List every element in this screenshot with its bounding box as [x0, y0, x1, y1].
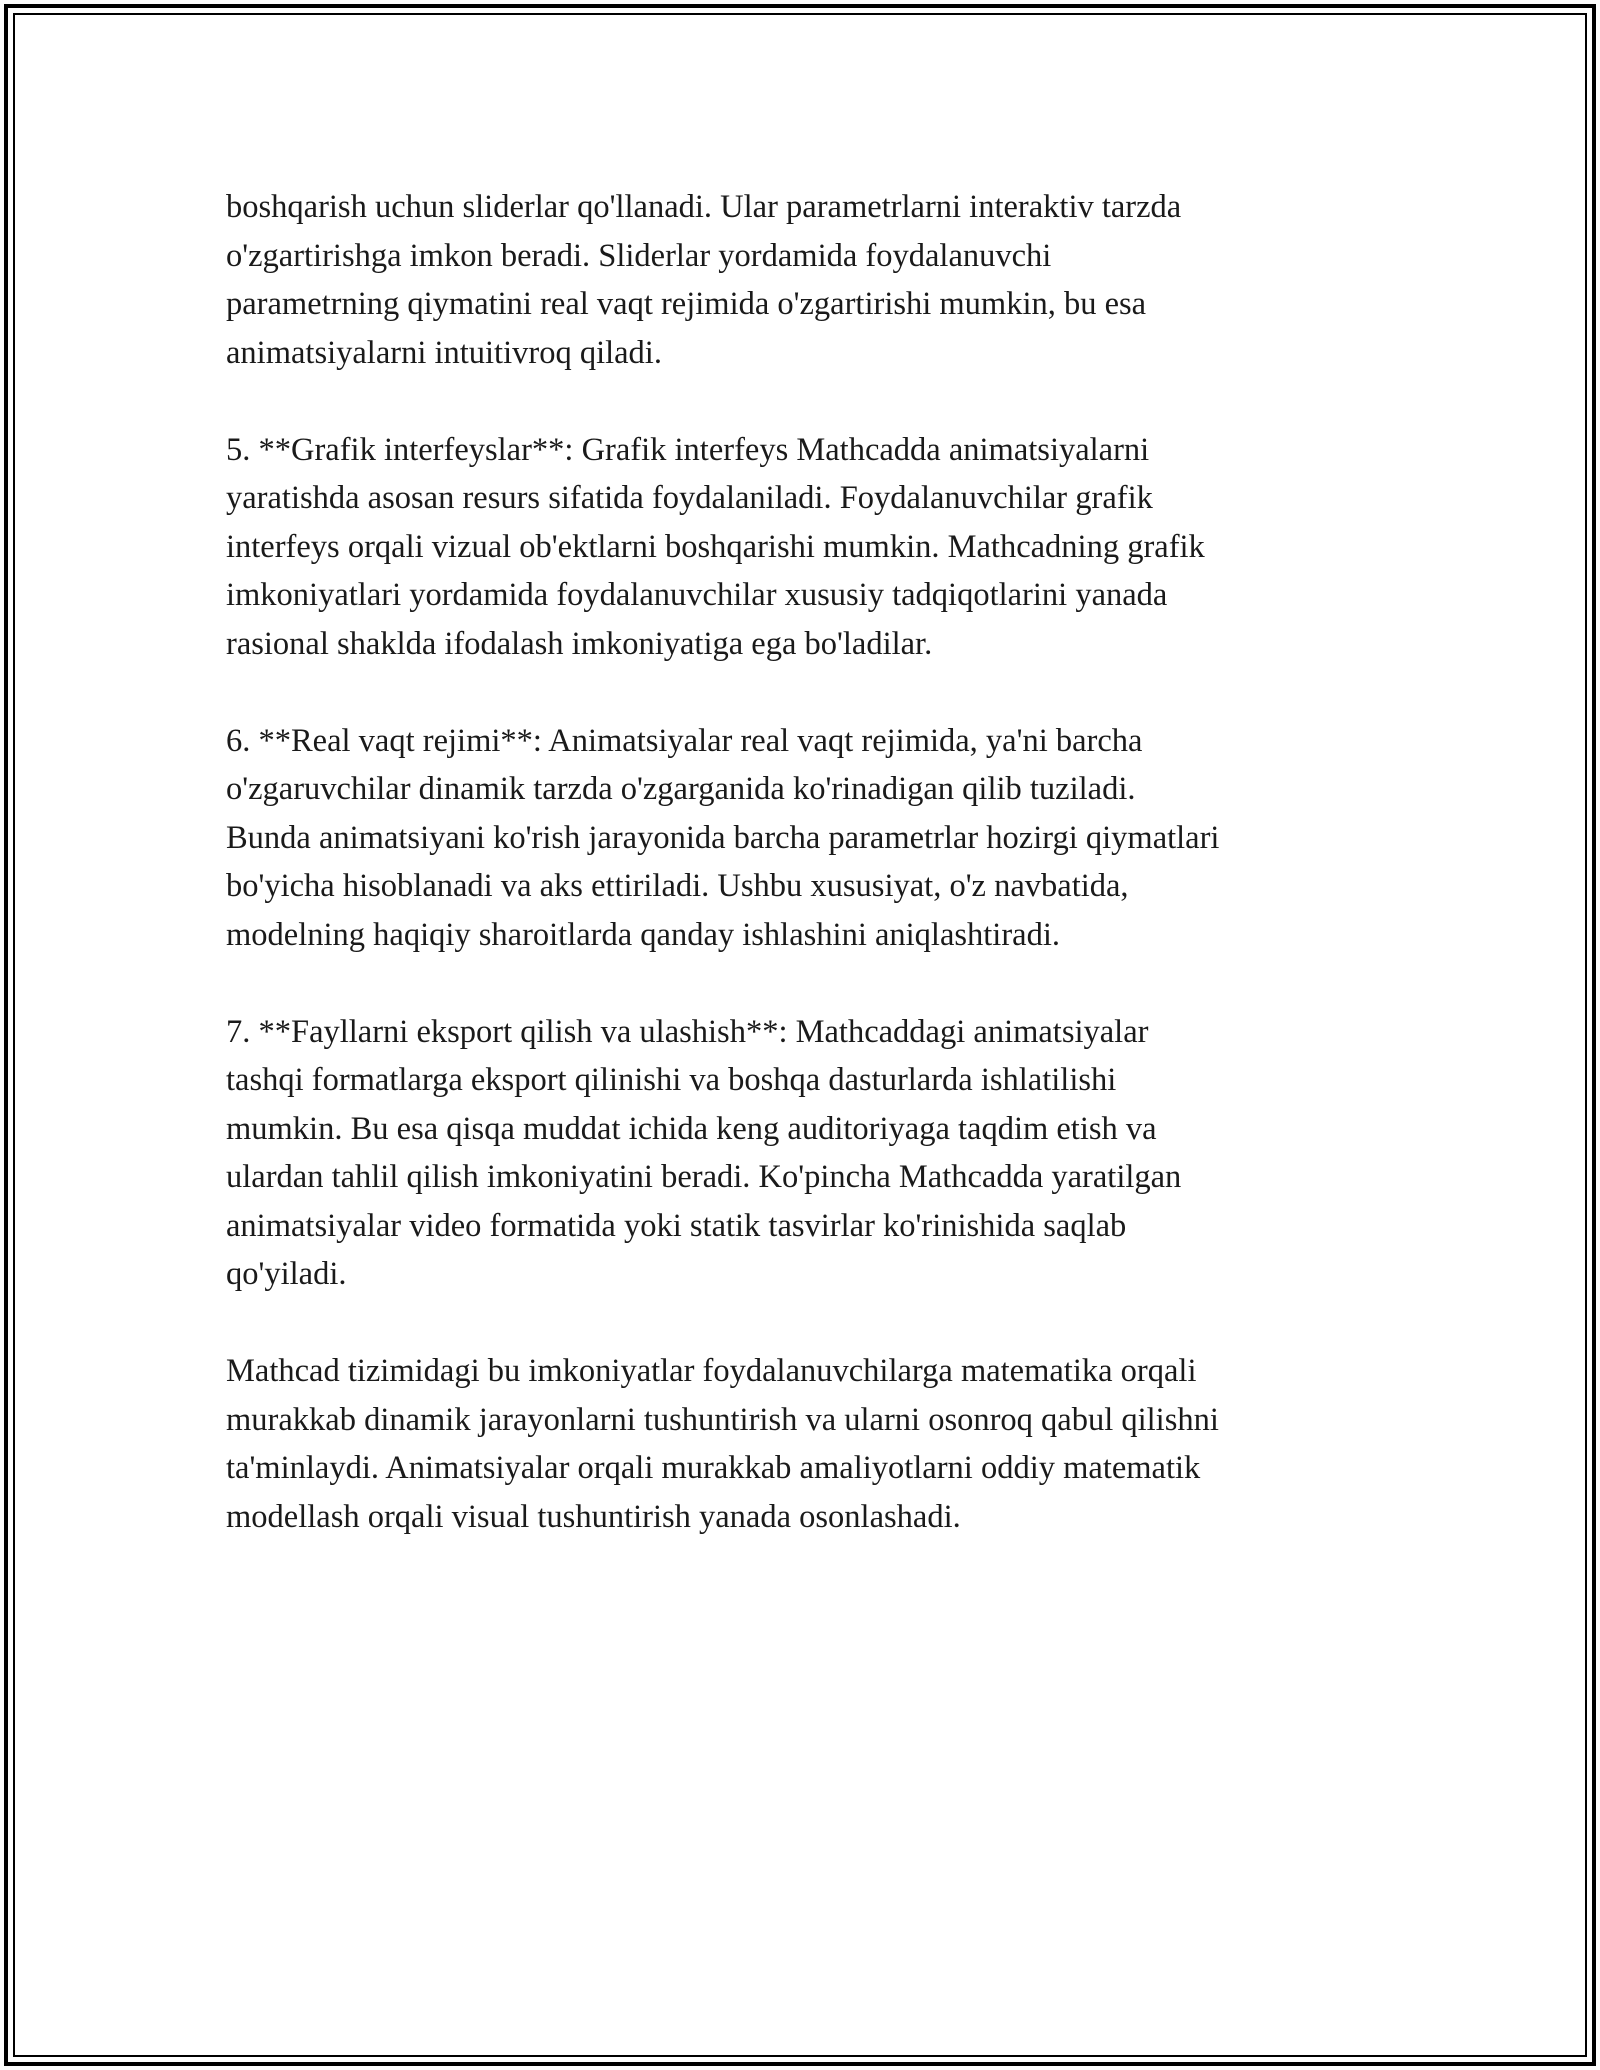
- document-body: [226, 183, 1376, 1590]
- paragraph-export-and-share: 7. **Fayllarni eksport qilish va ulashish**: Mathcaddagi animatsiyalar tashqi formatlarga eksport qilinishi va boshqa dasturlarda ishlatilishi mumkin. Bu esa qisqa muddat ichida keng auditoriyaga taqdim etish va ulardan tahlil qilish imkoniyatini beradi. Ko'pincha Mathcadda yaratilgan animatsiyalar video formatida yoki statik tasvirlar ko'rinishida saqlab qo'yiladi.: [226, 1013, 1182, 1292]
- paragraph-conclusion: Mathcad tizimidagi bu imkoniyatlar foydalanuvchilarga matematika orqali murakkab dinamik jarayonlarni tushuntirish va ularni osonroq qabul qilishni ta'minlaydi. Animatsiyalar orqali murakkab amaliyotlarni oddiy matematik modellash orqali visual tushuntirish yanada osonlashadi.: [226, 1353, 1219, 1535]
- paragraph-graphic-interfaces: 5. **Grafik interfeyslar**: Grafik interfeys Mathcadda animatsiyalarni yaratishda asosan resurs sifatida foydalaniladi. Foydalanuvchilar grafik interfeys orqali vizual ob'ektlarni boshqarishi mumkin. Mathcadning grafik imkoniyatlari yordamida foydalanuvchilar xususiy tadqiqotlarini yanada rasional shaklda ifodalash imkoniyatiga ega bo'ladilar.: [226, 431, 1205, 662]
- paragraph-sliders: boshqarish uchun sliderlar qo'llanadi. Ular parametrlarni interaktiv tarzda o'zgartirishga imkon beradi. Sliderlar yordamida foydalanuvchi parametrning qiymatini real vaqt rejimida o'zgartirishi mumkin, bu esa animatsiyalarni intuitivroq qiladi.: [226, 189, 1182, 371]
- paragraph-real-time-mode: 6. **Real vaqt rejimi**: Animatsiyalar real vaqt rejimida, ya'ni barcha o'zgaruvchilar dinamik tarzda o'zgarganida ko'rinadigan qilib tuziladi. Bunda animatsiyani ko'rish jarayonida barcha parametrlar hozirgi qiymatlari bo'yicha hisoblanadi va aks ettiriladi. Ushbu xususiyat, o'z navbatida, modelning haqiqiy sharoitlarda qanday ishlashini aniqlashtiradi.: [226, 722, 1220, 953]
